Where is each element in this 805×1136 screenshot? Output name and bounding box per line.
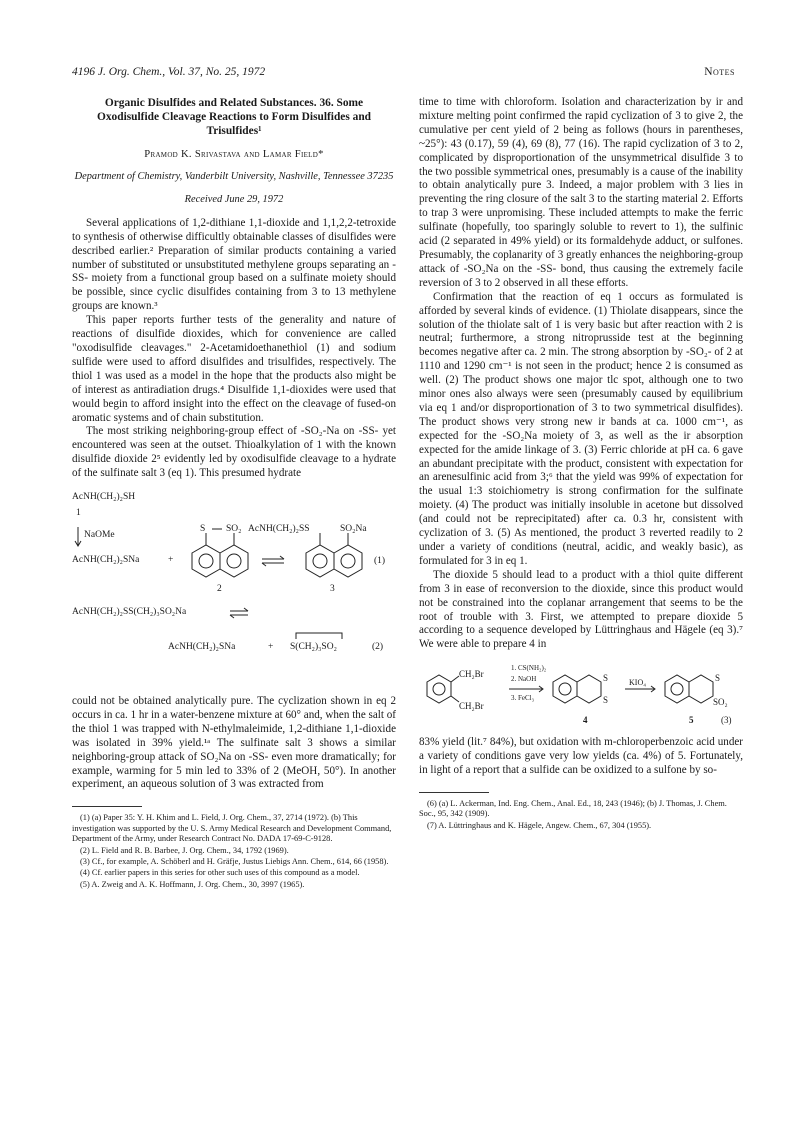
right-column: [419, 96, 743, 832]
footnotes-left: [72, 806, 396, 890]
scheme3-s3: S: [715, 673, 721, 684]
footnote: (2) L. Field and R. B. Barbee, J. Org. Chem., 34, 1792 (1969).: [80, 845, 289, 855]
scheme3-step3: 3. FeCl₃: [511, 694, 535, 703]
affiliation: Department of Chemistry, Vanderbilt University, Nashville, Tennessee 37235: [74, 170, 394, 182]
scheme1-eq2-right: S(CH₂)₃SO₂: [290, 642, 337, 653]
authors: Pramod K. Srivastava and Lamar Field*: [144, 149, 324, 160]
scheme3-ch2br-bottom: CH₂Br: [459, 701, 484, 712]
paragraph: could not be obtained analytically pure. The cyclization shown in eq 2 occurs in ca. 1 hr in a water-benzene mixture at 60° and, when the salt of the thiol 1 was trapped with N-ethylmaleimide, 1,2-dithiane 1,1-dioxide was isolated in 39% yield.¹ᵃ The sulfinate salt 3 shows a similar neighboring-group attack of SO₂Na on -SS- even more dramatically; for example, warming for 5 min led to 33% of 2 (MeOH, 50°). In another experiment, an aqueous solution of 3 was extracted from: [72, 695, 396, 791]
scheme3-eq3: (3): [721, 715, 732, 726]
scheme3-number-4: 4: [583, 715, 588, 726]
scheme3-ch2br-top: CH₂Br: [459, 669, 484, 680]
scheme1-thiol: AcNH(CH₂)₂SH: [72, 492, 136, 503]
received-date: Received June 29, 1972: [184, 193, 284, 205]
scheme3-reagent: KIO₄: [629, 678, 647, 688]
footnote: (5) A. Zweig and A. K. Hoffmann, J. Org. Chem., 30, 3997 (1965).: [80, 879, 305, 889]
scheme3-number-5: 5: [689, 715, 694, 726]
scheme1-sulfinate: AcNH(CH₂)₂SS(CH₂)₃SO₂Na: [72, 607, 187, 618]
footnote: (1) (a) Paper 35: Y. H. Khim and L. Field, J. Org. Chem., 37, 2714 (1972). (b) This investigation was supported by the U. S. Army Medical Research and Development Command, Department of the Army, under Research Contract No. DADA 17-69-C-9128.: [72, 813, 392, 844]
scheme1-product-chain: AcNH(CH₂)₂SS: [248, 524, 310, 535]
scheme1-eq1: (1): [374, 556, 386, 567]
scheme1-thiolate: AcNH(CH₂)₂SNa: [72, 555, 140, 566]
paragraph: This paper reports further tests of the generality and nature of reactions of disulfide dioxides, which for convenience are called "oxodisulfide cleavages." 2-Acetamidoethanethiol (1) and sodium sulfide were used to afford disulfides and trisulfides, respectively. The thiol 1 was used as a model in the hope that the products also might be of interest as antiradiation drugs.⁴ Disulfide 1,1-dioxides were used that would begin to afford insight into the effect on the cleavage of fused-on aromatic systems and of chain substitution.: [72, 314, 396, 424]
reaction-scheme-1: [72, 491, 396, 683]
footnote: (7) A. Lüttringhaus and K. Hägele, Angew. Chem., 67, 304 (1955).: [427, 820, 652, 830]
footnote-rule: [419, 792, 489, 793]
paragraph: The dioxide 5 should lead to a product with a thiol quite different from 3 in ease of reconversion to the dioxide, since this product would not be constrained into the coplanar arrangement that seems to be the root of trouble with 3. First, we attempted to prepare dioxide 5 according to a sequence developed by Lüttringhaus and Hägele (eq 3).⁷ We were able to prepare 4 in: [419, 568, 743, 651]
scheme1-reagent: NaOMe: [84, 530, 115, 541]
scheme1-eq2-plus: +: [268, 642, 274, 653]
paragraph: The most striking neighboring-group effect of -SO₂-Na on -SS- yet encountered was seen at the outset. Thioalkylation of 1 with the known disulfide dioxide 2⁵ evidently led by oxodisulfide cleavage to a hydrate of the sulfinate salt 3 (eq 1). This presumed hydrate: [72, 425, 396, 480]
footnote-rule: [72, 806, 142, 807]
scheme3-so2: SO₂: [713, 697, 728, 708]
scheme3-step1: 1. CS(NH₂)₂: [511, 664, 547, 673]
paragraph: Confirmation that the reaction of eq 1 occurs as formulated is afforded by several kinds of evidence. (1) Thiolate disappears, since the solution of the thiolate salt of 1 is very basic but after reaction with 2 is neutral; furthermore, a strong nitroprusside test at the beginning becomes negative after ca. 2 min. The strong absorption by -SO₂- of 2 at 1110 and 1290 cm⁻¹ is not seen in the product; hence 2 is consumed as well. (2) The product shows one major tlc spot, although one to two minor ones also always were seen (presumably caused by equilibrium via eq 1 and/or disproportionation of 3 to two symmetrical disulfides). The product shows very strong new ir bands at ca. 1000 cm⁻¹, as expected for the -SO₂Na moiety of 3, as well as the ir absorption expected for the amide linkage of 3. (3) Ferric chloride at pH ca. 6 gave an abundant precipitate with the product, consistent with expectation for an arenesulfinic acid from 3;⁶ that the yield was 99% of expectation for the usual 1:3 stoichiometry is strong confirmation for the sulfinate moiety. (4) The product was initially insoluble in acetone but dissolved (and could not be reprecipitated) after ca. 0.3 hr, consistent with cyclization of 3. (5) As mentioned, the product 3 reverted readily to 2 under a variety of conditions (neutral, acidic, and weakly basic), as formulated for 3 in eq 1.: [419, 290, 743, 567]
article-title: Organic Disulfides and Related Substances. 36. Some Oxodisulfide Cleavage Reactions to Form Disulfides and Trisulfides¹: [96, 97, 371, 137]
scheme1-number-2: 2: [217, 584, 222, 595]
scheme3-s1: S: [603, 673, 609, 684]
scheme1-number-1: 1: [76, 508, 81, 519]
left-column: [72, 96, 396, 891]
paragraph: Several applications of 1,2-dithiane 1,1-dioxide and 1,1,2,2-tetroxide to synthesis of otherwise difficultly obtainable classes of disulfides were described earlier.² Preparation of similar products containing a varied number of substituted or unsubstituted methylene groups separating an -SS- moiety from a functional group based on a sulfinate moiety should be possible, since cyclic disulfides containing from 3 to 13 methylene groups are known.³: [72, 216, 396, 313]
scheme1-product-so2na: SO₂Na: [340, 524, 367, 535]
scheme1-plus: +: [168, 555, 174, 566]
paragraph: time to time with chloroform. Isolation and characterization by ir and mixture melting point confirmed the rapid cyclization of 3 to give 2, the cumulative per cent yield of 2 being as follows (hours in parentheses, ~25°): 43 (0.17), 59 (4), 69 (8), 77 (16). The rapid cyclization of 3 to 2, complicated by disproportionation of the unsymmetrical disulfide 3 to the two possible symmetrical ones, presumably is a cause of the inability to obtain analytically pure 3. Indeed, a major problem with 3 lies in preventing the ring closure of the salt 3 to the starting material 2. Efforts to trap 3 were unpromising. These included attempts to make the ferric sulfinate (hopefully, too sparingly soluble to revert to 1), the sulfinic acid (2 separated in 49% yield) or its formaldehyde adduct, or sulfones. Presumably, the coplanarity of 3 greatly enhances the neighboring-group attack of -SO₂Na on the -SS- bond, thus causing the extremely facile reversion of 3 to 2 observed in all these efforts.: [419, 96, 743, 289]
reaction-scheme-3: [419, 660, 743, 730]
scheme1-eq2-left: AcNH(CH₂)₂SNa: [168, 642, 236, 653]
scheme1-ring-s: S: [200, 524, 206, 535]
scheme3-s2: S: [603, 695, 609, 706]
footnote: (4) Cf. earlier papers in this series for other such uses of this compound as a model.: [80, 868, 360, 878]
scheme1-eq2: (2): [372, 642, 384, 653]
scheme1-ring-so2: SO₂: [226, 524, 242, 535]
footnote: (3) Cf., for example, A. Schöberl and H. Gräfje, Justus Liebigs Ann. Chem., 614, 66 (1958).: [80, 857, 389, 866]
scheme3-step2: 2. NaOH: [511, 675, 537, 684]
footnote: (6) (a) L. Ackerman, Ind. Eng. Chem., Anal. Ed., 18, 243 (1946); (b) J. Thomas, J. Chem. Soc., 95, 342 (1909).: [419, 798, 727, 819]
running-head-right: Notes: [704, 66, 735, 78]
scheme1-number-3: 3: [330, 584, 335, 595]
running-head-left: 4196 J. Org. Chem., Vol. 37, No. 25, 1972: [72, 66, 266, 78]
paragraph: 83% yield (lit.⁷ 84%), but oxidation with m-chloroperbenzoic acid under a variety of conditions gave very low yields (ca. 4%) of 5. Fortunately, in light of a report that a sulfide can be oxidized to a sulfone by so-: [419, 736, 743, 777]
footnotes-right: [419, 792, 743, 831]
running-head: [72, 66, 735, 82]
